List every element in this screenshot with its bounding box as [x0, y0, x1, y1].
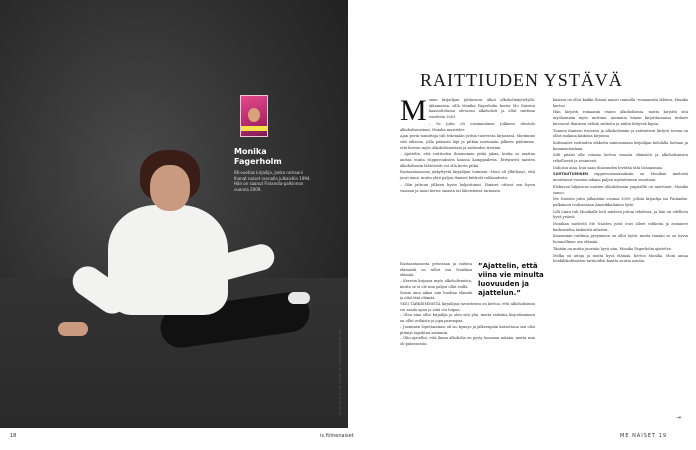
article-headline: RAITTIUDEN YSTÄVÄ [420, 70, 623, 90]
paragraph: – Kerroin kirjassa myös alkoholismista, mutta se ei ole niin paljon ollut esillä. [400, 279, 472, 289]
paragraph: Ajan perin toimittaja tuli tekemään juttua tuoreesta kirjastani. Mietimme sitä aiheena, jolla pääsisin läpi ja pitkän mietinnän jälkeen päätimme, että kerron myös alkoholismistani ja raittiuden tiestäni. [400, 134, 535, 150]
paragraph: Melka on aitoja ja mutta hyvä elämää, kertoo Monika. Moni antaa henkilökohtaisten tarinoiden kautta suuria asioita. [553, 253, 688, 264]
paragraph: – Juominen lopettaminen oli iso kynnys ja jälkeenpäin katsottuna sen olisi pitänyt tapahtua aiemmin. [400, 324, 535, 335]
figure-shirt-shape [108, 205, 228, 315]
page-number-left: 18 [10, 433, 17, 439]
subhead: SUHTAUTUMINEN [553, 172, 589, 177]
paragraph: Silti pitäisi olla voimaa kertoa omasta elämästä ja alkoholismista rehellisesti ja avoimesti. [553, 153, 688, 164]
paragraph: – Ajattelin, että raittiuden ilosanoman pitää jakaa, koska se saattaa auttaa muita riippuvuuksien kanssa kamppailevia. Erityisesti naisten alkoholismin lähtöreitti voi olla kovin pitkä. [400, 152, 535, 168]
paragraph: Tunnen ihmisen itseensä ja alkoholismiin ja raittiuteen liittyvä teema on ollut mukana kaikissa kirjoissa. [553, 128, 688, 139]
paragraph: Saisin aina aikaa niin huoltaa elämää ja elää tätä elämää. [400, 290, 472, 301]
paragraph: Me Naisten juttu julkaistiin vuonna 2009, jolloin kirjailija sai Finlandia-palkinnon teoksestaan Amerikkalainen tyttö. [553, 197, 688, 207]
caption-text: 66-vuotias kirjailija, jonka romaani Ihanat naiset rannalla julkaistiin 1994. Hän on saanut Finlandia-palkinnon vuonna 2009. [234, 170, 311, 192]
article-column-1-bottom [400, 302, 535, 348]
page-footer-right [620, 433, 667, 439]
figure-shoe-shape [288, 292, 310, 304]
paragraph: riippuvuussairauksiin on Monikan mielestä muuttunut vuosien aikana paljon myönteiseen suuntaan. [553, 172, 688, 183]
paragraph: YKSI TÄRKEIMMISTÄ kirjailijan tavoitteista on kertoa, että alkoholismiin voi saada apua ja siitä voi toipua. [400, 302, 535, 312]
figure-face-shape [150, 165, 190, 211]
paragraph: Monikan mielestä Me Naisten jutut ovat olleet rohkeita ja avanneet keskustelua tärkeistä aiheista. [553, 222, 688, 232]
paragraph: – Olin ajatellut, että ilman alkoholia en pysty luomaan mitään, mutta asia oli päinvastoin. [400, 336, 535, 346]
paragraph: Hän kirjoitti romaanin ennen alkoholismia, mutta kirjoitti sitä myöhemmin myös raittiina. Aiemmin hänen kirjoittamansa teokset kuvaavat ihmisten välisiä suhteita ja niihin liittyvää kipua. [553, 110, 688, 126]
article-column-1-lower [400, 262, 472, 302]
continue-arrow-icon: → [676, 414, 682, 421]
paragraph: Daliolon aina, kun saan tilaisuuden levittää tätä ilosanomaa. [553, 165, 664, 170]
paragraph: Elokuvan hiljaisuus naisten alkoholismin ympärillä on murtunut, Monika sanoo. [553, 184, 688, 195]
article-column-2 [553, 98, 688, 266]
paragraph: onen kirjailijan juhlavuosi alkoi alkoholinäyttelyllä. Aikamoista, sillä Monika Fagerholm kertoi Me Naisten haastattelussa olevansa alkoholisti ja ollut raittiina vuodesta 2003. [428, 98, 535, 120]
magazine-cover-icon [240, 95, 268, 137]
portrait-photo [0, 0, 348, 428]
photo-credit: Kuvat Kirsi Tuura, meikki ja hiukset Saara Nyman [338, 329, 342, 415]
cover-face-shape [248, 108, 260, 122]
paragraph: käsissä on ollut kaikki Ihanat naiset rannalla -romaanista lähtien, Monika kertoo. [553, 98, 688, 108]
pull-quote: ”Ajattelin, että viina vie minulta luovuuden ja ajattelun.” [478, 262, 548, 298]
paragraph: Rastaantamossa järkyttyvät kirjailijan toiminta. Moni oli yllättynyt, että juuri minä, mutta yhtä paljon ihmiset kiittivät rohkeudesta. [400, 170, 535, 181]
paragraph: Kauemmin raittiina pysyminen on ollut työtä, mutta tänään se on hyvin luonnollinen osa elämää. [553, 234, 688, 245]
paragraph: Rastaantamosta petostaan ja raitista elämästä on tullut osa Monikan elämää. [400, 262, 472, 278]
figure-hand-shape [58, 322, 88, 336]
caption-name: Monika Fagerholm [234, 147, 282, 166]
site-url: is.fi/menaiset [320, 433, 354, 439]
paragraph: Tänään on mutta juurinta hyvä niin, Monika Fagerholm ajattelee. [553, 246, 672, 251]
paragraph: – Se jutta oli ensimmäinen julkinen ulostulo alkoholismistani, Monika muistelee. [400, 121, 535, 132]
drop-cap: M [400, 94, 427, 127]
paragraph: – Olen aina ollut kirjailija ja olen sitä yhä, mutta raittiina kirjoittaminen on ollut erilaista ja jopa parempaa. [400, 313, 535, 324]
brand-name: ME NAISET [620, 433, 657, 439]
cover-band-shape [241, 126, 267, 131]
paragraph: Lilli Lintu tuli Monikalle heti mieleen juttua tehdessä, ja hän on edelleen hyvä ystävä. [553, 209, 688, 220]
paragraph: Kotimaiset raittiuden eläkettä nimenomaan kirjailijan kohdalla luetaan ja kommentoidaan. [553, 140, 688, 151]
paragraph: – Olin juttuun jälkeen hyvin helpottunut. Ihmiset ottivat sen hyvin vastaan ja moni kertoi omasta tai läheistensä tarinasta. [400, 182, 535, 193]
article-column-1 [400, 94, 535, 195]
page-number-right: 19 [658, 433, 668, 439]
